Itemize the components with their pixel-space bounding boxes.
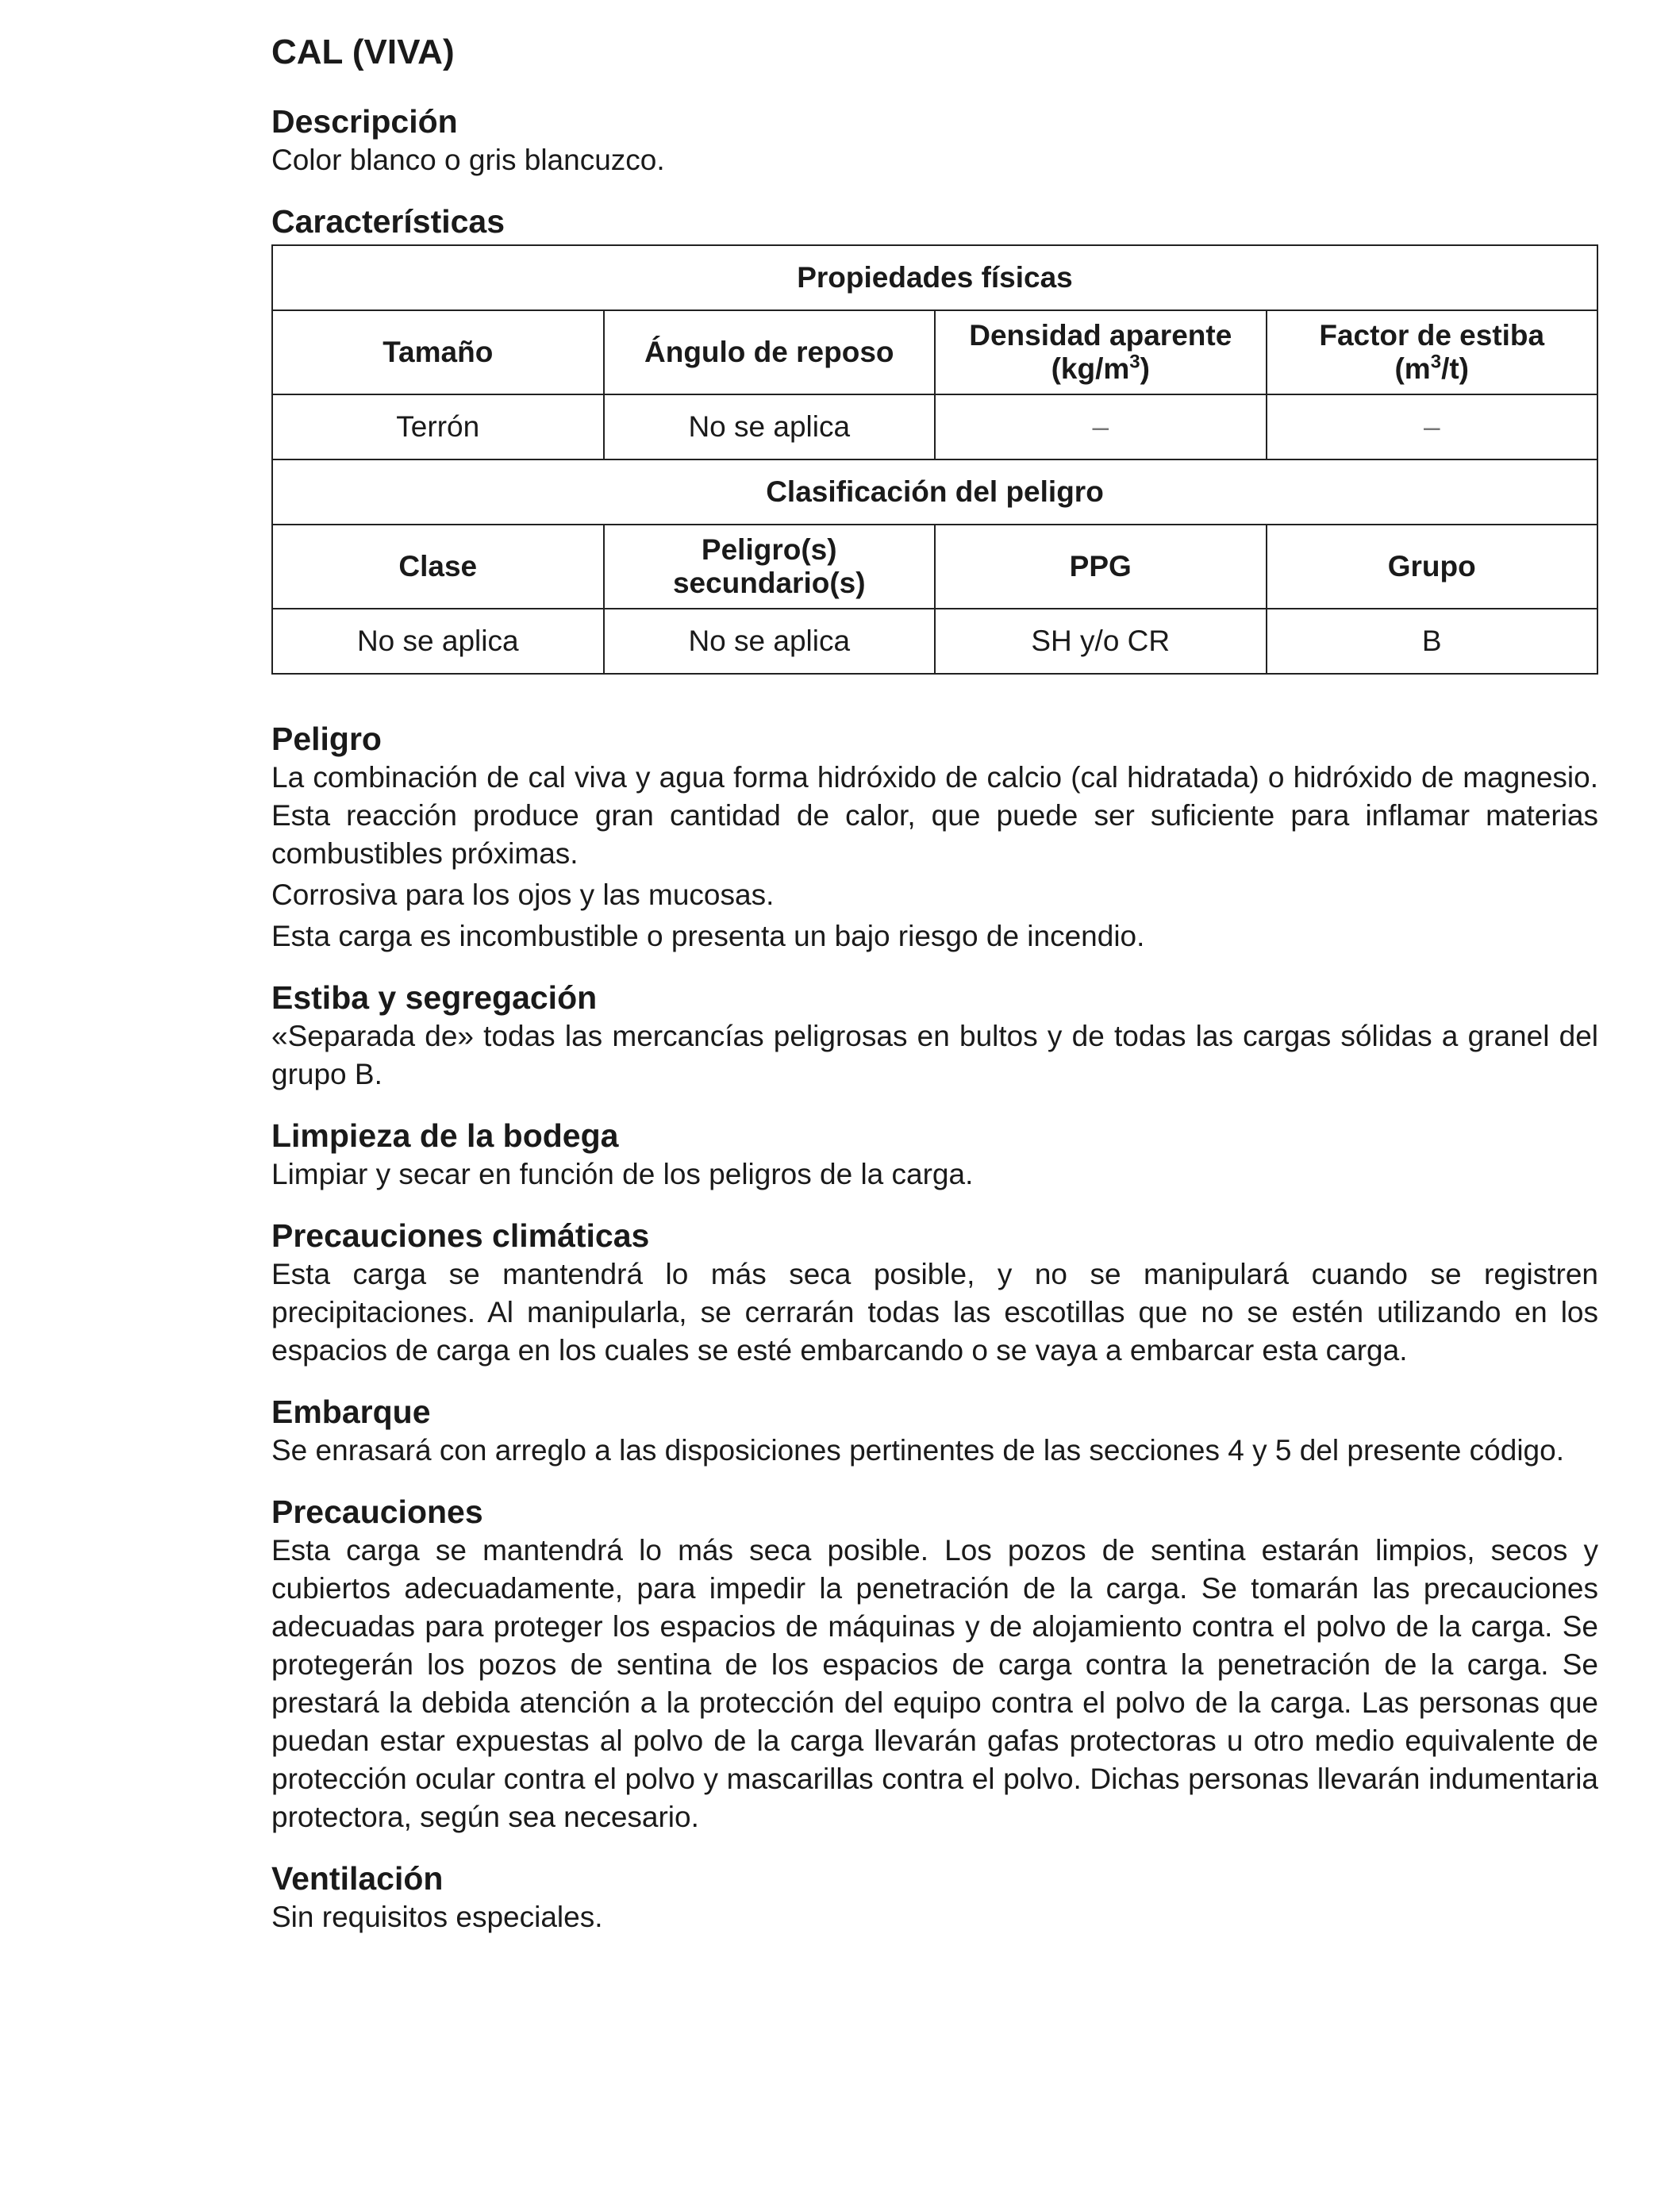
val-factor: –	[1267, 394, 1598, 459]
document-page	[271, 32, 1598, 1959]
estiba-text: «Separada de» todas las mercancías peligrosas en bultos y de todas las cargas sólidas a granel del grupo B.	[271, 1020, 1598, 1090]
propiedades-title: Propiedades físicas	[272, 245, 1597, 310]
section-embarque	[271, 1392, 1598, 1470]
val-clase: No se aplica	[272, 609, 604, 674]
heading-embarque: Embarque	[271, 1394, 431, 1430]
heading-climaticas: Precauciones climáticas	[271, 1217, 650, 1254]
section-limpieza	[271, 1116, 1598, 1194]
unit-pre: (kg/m	[1051, 352, 1130, 385]
col-ppg: PPG	[935, 525, 1267, 609]
section-precauciones	[271, 1492, 1598, 1836]
section-descripcion	[271, 102, 1598, 179]
heading-limpieza: Limpieza de la bodega	[271, 1117, 619, 1154]
val-peligro-sec: No se aplica	[604, 609, 936, 674]
col-densidad-unit	[1051, 352, 1150, 385]
col-peligro-sec	[604, 525, 936, 609]
col-densidad-label: Densidad aparente	[969, 319, 1232, 352]
unit-sup: 3	[1129, 351, 1140, 373]
page-title: CAL (VIVA)	[271, 33, 455, 71]
clasificacion-title: Clasificación del peligro	[272, 459, 1597, 525]
col-peligro-sec-line2: secundario(s)	[672, 567, 866, 599]
col-factor-unit	[1394, 352, 1469, 385]
heading-precauciones: Precauciones	[271, 1494, 483, 1530]
heading-estiba: Estiba y segregación	[271, 979, 598, 1016]
heading-caracteristicas: Características	[271, 203, 506, 240]
heading-peligro: Peligro	[271, 721, 382, 757]
col-grupo: Grupo	[1267, 525, 1598, 609]
ventilacion-text: Sin requisitos especiales.	[271, 1901, 603, 1933]
precauciones-text: Esta carga se mantendrá lo más seca posible. Los pozos de sentina estarán limpios, secos y cubiertos adecuadamente, para impedir la penetración de la carga. Se tomarán las precauciones adecuadas para proteger los espacios de máquinas y de alojamiento contra el polvo de la carga. Se protegerán los pozos de sentina de los espacios de carga contra la penetración de la carga. Se prestará la debida atención a la protección del equipo contra el polvo de la carga. Las personas que puedan estar expuestas al polvo de la carga llevarán gafas protectoras u otro medio equivalente de protección ocular contra el polvo y mascarillas contra el polvo. Dichas personas llevarán indumentaria protectora, según sea necesario.	[271, 1534, 1598, 1833]
descripcion-text: Color blanco o gris blancuzco.	[271, 144, 665, 176]
section-caracteristicas	[271, 202, 1598, 675]
col-factor	[1267, 310, 1598, 394]
peligro-p1: La combinación de cal viva y agua forma hidróxido de calcio (cal hidratada) o hidróxido de magnesio. Esta reacción produce gran cantidad de calor, que puede ser suficiente para inflamar materias combustibles próximas.	[271, 761, 1598, 870]
val-angulo: No se aplica	[604, 394, 936, 459]
section-peligro	[271, 719, 1598, 955]
peligro-p2: Corrosiva para los ojos y las mucosas.	[271, 879, 775, 911]
val-ppg: SH y/o CR	[935, 609, 1267, 674]
unit-sup: 3	[1430, 351, 1442, 373]
col-angulo: Ángulo de reposo	[604, 310, 936, 394]
col-densidad	[935, 310, 1267, 394]
unit-pre: (m	[1394, 352, 1431, 385]
col-clase: Clase	[272, 525, 604, 609]
section-climaticas	[271, 1216, 1598, 1370]
unit-post: /t)	[1441, 352, 1470, 385]
section-ventilacion	[271, 1859, 1598, 1936]
limpieza-text: Limpiar y secar en función de los peligros de la carga.	[271, 1158, 974, 1190]
col-tamano: Tamaño	[272, 310, 604, 394]
heading-descripcion: Descripción	[271, 103, 458, 140]
unit-post: )	[1140, 352, 1150, 385]
embarque-text: Se enrasará con arreglo a las disposiciones pertinentes de las secciones 4 y 5 del presente código.	[271, 1434, 1564, 1467]
section-estiba	[271, 978, 1598, 1094]
col-peligro-sec-line1: Peligro(s)	[701, 533, 837, 566]
val-tamano: Terrón	[272, 394, 604, 459]
val-grupo: B	[1267, 609, 1598, 674]
heading-ventilacion: Ventilación	[271, 1860, 444, 1897]
properties-table	[271, 244, 1598, 675]
climaticas-text: Esta carga se mantendrá lo más seca posible, y no se manipulará cuando se registren precipitaciones. Al manipularla, se cerrarán todas las escotillas que no se estén utilizando en los espacios de carga en los cuales se esté embarcando o se vaya a embarcar esta carga.	[271, 1258, 1598, 1367]
val-densidad: –	[935, 394, 1267, 459]
peligro-p3: Esta carga es incombustible o presenta un bajo riesgo de incendio.	[271, 920, 1145, 952]
col-factor-label: Factor de estiba	[1319, 319, 1545, 352]
